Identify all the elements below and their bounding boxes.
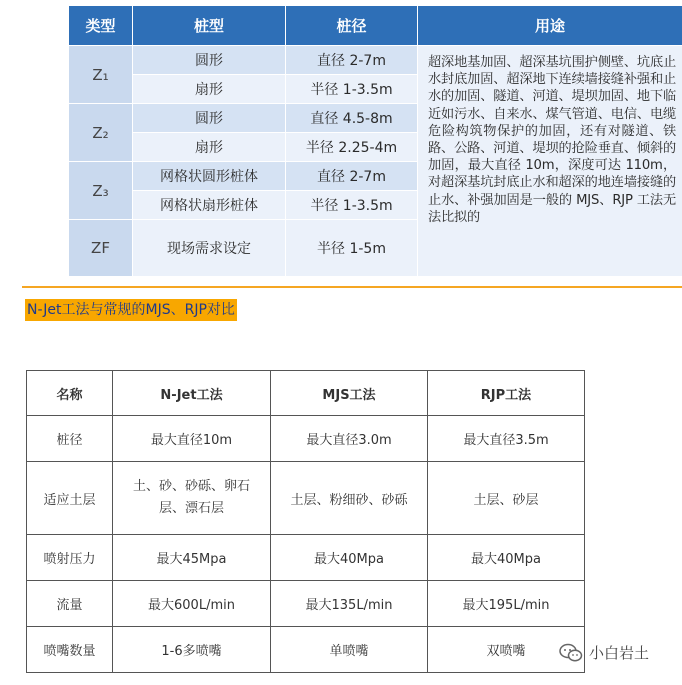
header-name: 名称 bbox=[27, 371, 113, 416]
pile-diameter: 半径 2.25-4m bbox=[286, 133, 418, 162]
pile-diameter: 半径 1-3.5m bbox=[286, 75, 418, 104]
header-pile-diameter: 桩径 bbox=[286, 6, 418, 46]
usage-description: 超深地基加固、超深基坑围护侧壁、坑底止水封底加固、超深地下连续墙接缝补强和止水的加固、隧道、河道、堤坝加固、地下临近如污水、自来水、煤气管道、电信、电缆危险构筑物保护的加固，还有对隧道、铁路、公路、河道、堤坝的抢险垂直、倾斜的加固，最大直径 10m，深度可达 110m，对超深基坑封底止水和超深的地连墙接缝的止水、补强加固是一般的 MJS、RJP 工法无法比拟的 bbox=[418, 46, 682, 277]
type-z3: Z₃ bbox=[69, 162, 133, 220]
rjp-value: 双喷嘴 bbox=[428, 627, 585, 673]
pile-shape: 圆形 bbox=[133, 46, 286, 75]
rjp-value: 土层、砂层 bbox=[428, 462, 585, 535]
type-zf: ZF bbox=[69, 220, 133, 277]
njet-value: 1-6多喷嘴 bbox=[113, 627, 271, 673]
row-name: 喷射压力 bbox=[27, 535, 113, 581]
header-usage: 用途 bbox=[418, 6, 682, 46]
pile-shape: 扇形 bbox=[133, 75, 286, 104]
pile-shape: 网格状圆形桩体 bbox=[133, 162, 286, 191]
rjp-value: 最大40Mpa bbox=[428, 535, 585, 581]
pile-diameter: 直径 2-7m bbox=[286, 162, 418, 191]
pile-diameter: 直径 4.5-8m bbox=[286, 104, 418, 133]
table-row bbox=[27, 581, 585, 627]
comparison-header-row bbox=[27, 371, 585, 416]
njet-value: 最大600L/min bbox=[113, 581, 271, 627]
header-njet: N-Jet工法 bbox=[113, 371, 271, 416]
header-mjs: MJS工法 bbox=[271, 371, 428, 416]
type-z1: Z₁ bbox=[69, 46, 133, 104]
wechat-icon bbox=[559, 643, 583, 663]
row-name: 适应土层 bbox=[27, 462, 113, 535]
njet-value: 土、砂、砂砾、卵石层、漂石层 bbox=[113, 462, 271, 535]
type-z2: Z₂ bbox=[69, 104, 133, 162]
header-pile-shape: 桩型 bbox=[133, 6, 286, 46]
watermark-text: 小白岩土 bbox=[589, 644, 650, 662]
pile-diameter: 直径 2-7m bbox=[286, 46, 418, 75]
pile-shape: 网格状扇形桩体 bbox=[133, 191, 286, 220]
mjs-value: 最大40Mpa bbox=[271, 535, 428, 581]
pile-diameter: 半径 1-3.5m bbox=[286, 191, 418, 220]
table-row bbox=[27, 462, 585, 535]
method-comparison-table bbox=[26, 370, 585, 673]
pile-shape: 圆形 bbox=[133, 104, 286, 133]
watermark bbox=[559, 642, 649, 663]
row-name: 喷嘴数量 bbox=[27, 627, 113, 673]
pile-type-header-row bbox=[69, 6, 682, 46]
mjs-value: 单喷嘴 bbox=[271, 627, 428, 673]
table-row bbox=[27, 535, 585, 581]
njet-value: 最大直径10m bbox=[113, 416, 271, 462]
mjs-value: 最大直径3.0m bbox=[271, 416, 428, 462]
header-type: 类型 bbox=[69, 6, 133, 46]
section-divider bbox=[22, 286, 682, 288]
header-rjp: RJP工法 bbox=[428, 371, 585, 416]
mjs-value: 最大135L/min bbox=[271, 581, 428, 627]
pile-shape: 扇形 bbox=[133, 133, 286, 162]
rjp-value: 最大直径3.5m bbox=[428, 416, 585, 462]
rjp-value: 最大195L/min bbox=[428, 581, 585, 627]
row-name: 桩径 bbox=[27, 416, 113, 462]
njet-value: 最大45Mpa bbox=[113, 535, 271, 581]
table-row bbox=[27, 627, 585, 673]
pile-diameter: 半径 1-5m bbox=[286, 220, 418, 277]
pile-shape: 现场需求设定 bbox=[133, 220, 286, 277]
pile-type-table bbox=[68, 5, 682, 277]
table-row bbox=[69, 46, 682, 75]
row-name: 流量 bbox=[27, 581, 113, 627]
section-heading: N-Jet工法与常规的MJS、RJP对比 bbox=[25, 299, 237, 321]
mjs-value: 土层、粉细砂、砂砾 bbox=[271, 462, 428, 535]
table-row bbox=[27, 416, 585, 462]
